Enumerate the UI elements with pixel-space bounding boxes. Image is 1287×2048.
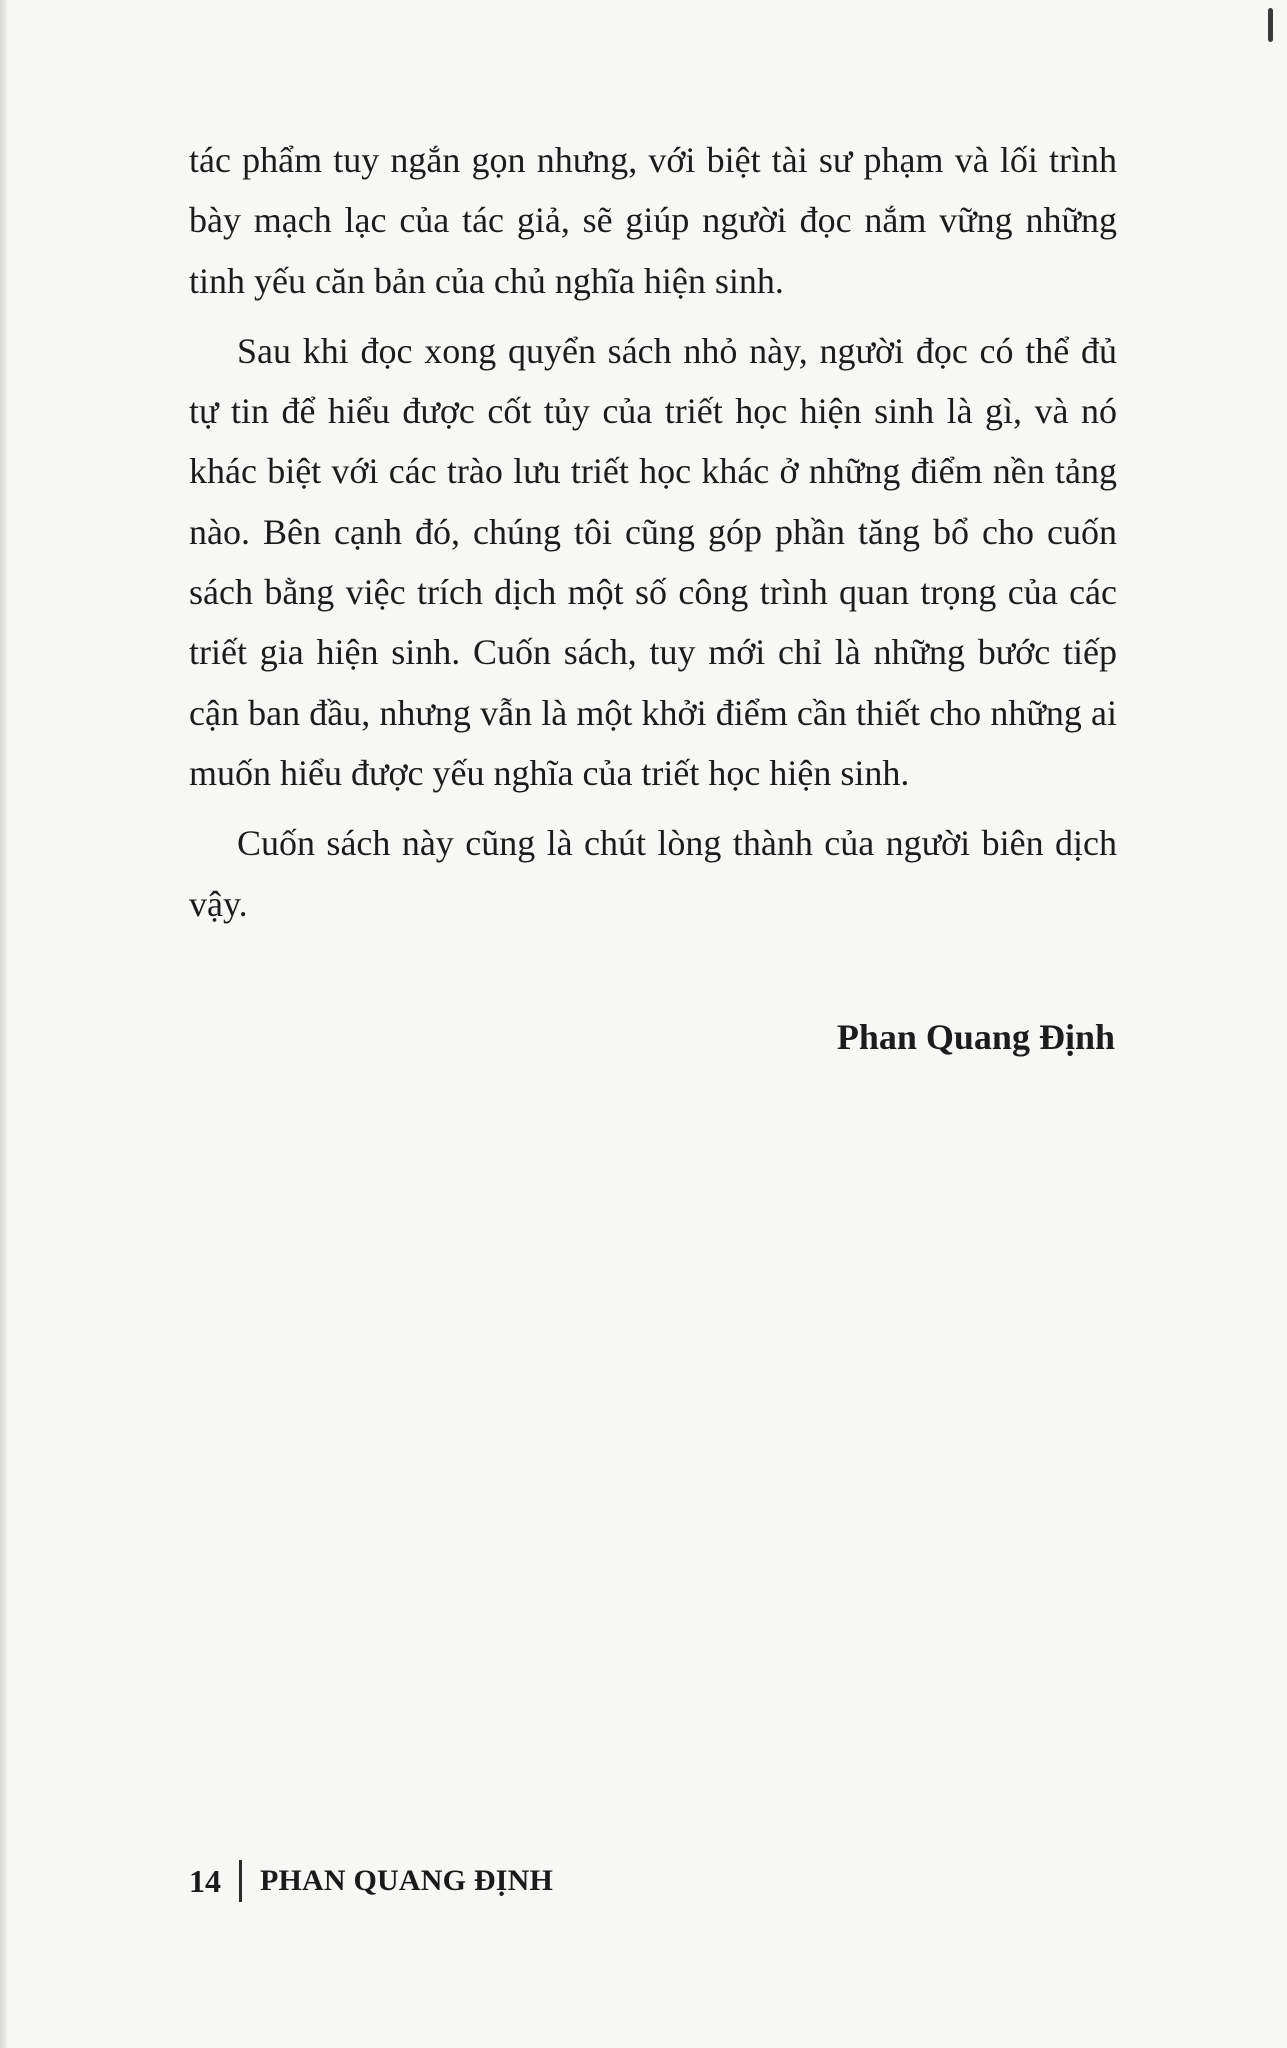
body-paragraph-1: tác phẩm tuy ngắn gọn nhưng, với biệt tài sư phạm và lối trình bày mạch lạc của tác giả, sẽ giúp người đọc nắm vững những tinh yếu căn bản của chủ nghĩa hiện sinh. — [189, 140, 1117, 301]
footer-divider — [239, 1860, 242, 1902]
page-number: 14 — [189, 1863, 221, 1899]
author-signature: Phan Quang Định — [836, 1016, 1115, 1057]
scan-corner-mark — [1268, 8, 1273, 42]
body-paragraph-3: Cuốn sách này cũng là chút lòng thành của người biên dịch vậy. — [189, 823, 1117, 924]
page-footer — [189, 1860, 553, 1902]
body-paragraph-2: Sau khi đọc xong quyển sách nhỏ này, người đọc có thể đủ tự tin để hiểu được cốt tủy của triết học hiện sinh là gì, và nó khác biệt với các trào lưu triết học khác ở những điểm nền tảng nào. Bên cạnh đó, chúng tôi cũng góp phần tăng bổ cho cuốn sách bằng việc trích dịch một số công trình quan trọng của các triết gia hiện sinh. Cuốn sách, tuy mới chỉ là những bước tiếp cận ban đầu, nhưng vẫn là một khởi điểm cần thiết cho những ai muốn hiểu được yếu nghĩa của triết học hiện sinh. — [189, 330, 1117, 793]
page-binding-edge — [0, 0, 7, 2048]
running-head: PHAN QUANG ĐỊNH — [260, 1864, 553, 1897]
page-body — [189, 130, 1117, 1058]
